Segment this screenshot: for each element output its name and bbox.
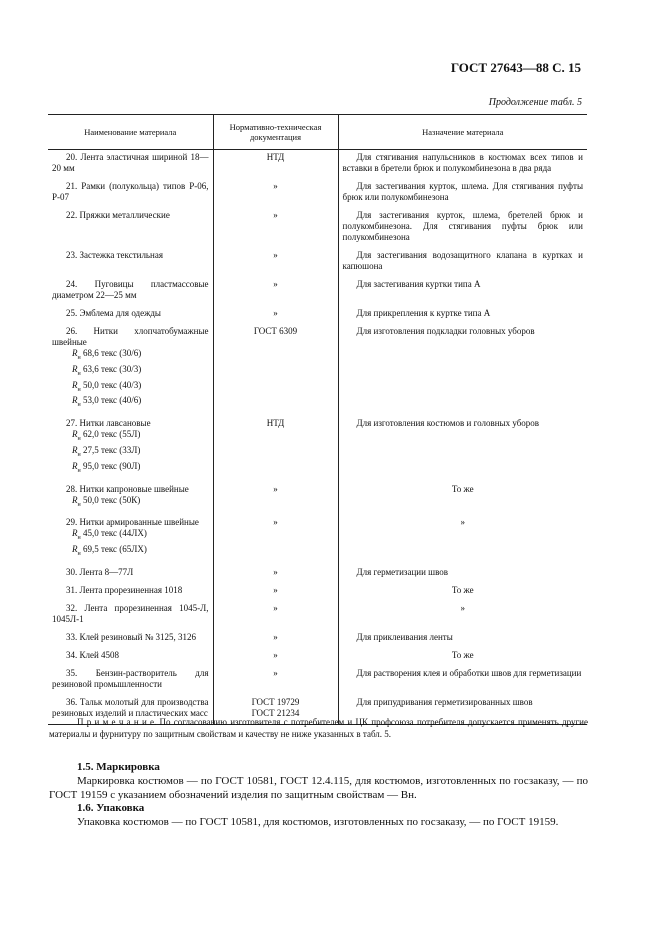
thread-subscript: н (77, 354, 81, 361)
table-header-row (48, 115, 587, 150)
thread-symbol: R (72, 363, 78, 374)
section-body: Упаковка костюмов — по ГОСТ 10581, для костюмов, изготовленных по госзаказу, — по ГОСТ 19159. (77, 816, 559, 828)
thread-subscript: н (77, 370, 81, 377)
thread-subscript: н (77, 467, 81, 474)
material-purpose: Для прикрепления к куртке типа А (356, 308, 491, 318)
section-body: Маркировка костюмов — по ГОСТ 10581, ГОСТ 12.4.115, для костюмов, изготовленных по госзаказу, — по ГОСТ 19159 с указанием обозначений изделия по защитным свойствам — Вн. (49, 775, 588, 801)
table-row (48, 277, 587, 306)
table-row (48, 208, 587, 248)
table-row (48, 515, 587, 565)
purpose-cell (338, 416, 587, 481)
material-purpose: Для приклеивания ленты (356, 631, 453, 642)
material-name: 25. Эмблема для одежды (66, 308, 161, 318)
section-marking (49, 760, 588, 802)
material-name: 21. Рамки (полукольца) типов Р-06, Р-07 (52, 181, 209, 202)
section-heading: 1.6. Упаковка (77, 802, 145, 814)
material-name-cell (48, 630, 213, 648)
material-purpose: Для застегивания куртки типа А (356, 279, 481, 289)
material-name: 23. Застежка текстильная (66, 250, 163, 260)
thread-density-value: 62,0 текс (55Л) (82, 429, 141, 440)
thread-density-line (52, 461, 209, 477)
thread-density-line (52, 348, 209, 364)
thread-density-value: 50,0 текс (50К) (82, 494, 141, 505)
material-purpose: » (460, 517, 465, 528)
material-purpose: Для застегивания курток, шлема, бретелей брюк и полукомбинезона. Для стягивания пуфты брюк или полукомбинезона (342, 210, 583, 242)
purpose-cell (338, 248, 587, 277)
documentation-cell: » (213, 666, 338, 695)
documentation-cell: ГОСТ 19729 ГОСТ 21234 (213, 695, 338, 725)
thread-density-value: 69,5 текс (65ЛХ) (82, 544, 147, 555)
purpose-cell (338, 306, 587, 324)
thread-density-line (52, 528, 209, 544)
thread-subscript: н (77, 435, 81, 442)
thread-density-value: 27,5 текс (33Л) (82, 444, 141, 455)
materials-table (48, 114, 587, 725)
table-body (48, 150, 587, 725)
purpose-cell (338, 565, 587, 583)
thread-density-value: 63,6 текс (30/3) (82, 363, 142, 374)
material-name-cell (48, 150, 213, 180)
table-row (48, 630, 587, 648)
table-row (48, 306, 587, 324)
table-row (48, 179, 587, 208)
thread-symbol: R (72, 444, 78, 455)
documentation-cell: ГОСТ 6309 (213, 324, 338, 416)
material-name: 32. Лента прорезиненная 1045-Л, 1045Л-1 (52, 602, 209, 624)
material-name-cell (48, 482, 213, 516)
material-purpose: Для растворения клея и обработки швов для герметизации (356, 667, 582, 678)
material-name-cell (48, 583, 213, 601)
material-name: 27. Нитки лавсановые (66, 418, 151, 429)
table-row (48, 666, 587, 695)
documentation-cell: » (213, 630, 338, 648)
material-name: 24. Пуговицы пластмассовые диаметром 22—25 мм (52, 279, 209, 300)
documentation-cell: » (213, 648, 338, 666)
documentation-cell: » (213, 248, 338, 277)
material-name-cell (48, 208, 213, 248)
thread-symbol: R (72, 460, 78, 471)
documentation-cell: » (213, 306, 338, 324)
column-header-documentation: Нормативно-техническая документация (213, 115, 338, 150)
page-header: ГОСТ 27643—88 С. 15 (450, 60, 581, 75)
material-purpose: То же (451, 649, 474, 660)
purpose-cell (338, 648, 587, 666)
thread-density-value: 50,0 текс (40/3) (82, 379, 142, 390)
purpose-cell (338, 583, 587, 601)
column-header-material-name: Наименование материала (48, 115, 213, 150)
thread-symbol: R (72, 348, 78, 358)
material-name-cell (48, 565, 213, 583)
purpose-cell (338, 630, 587, 648)
documentation-cell: » (213, 482, 338, 516)
material-name-cell (48, 601, 213, 630)
thread-symbol: R (72, 379, 78, 390)
material-name-cell (48, 515, 213, 565)
documentation-cell: НТД (213, 150, 338, 180)
material-name-cell (48, 277, 213, 306)
table-row (48, 482, 587, 516)
documentation-cell: » (213, 515, 338, 565)
table-row (48, 601, 587, 630)
table-row (48, 416, 587, 481)
table-row (48, 150, 587, 180)
material-name: 20. Лента эластичная шириной 18—20 мм (52, 152, 209, 173)
thread-symbol: R (72, 494, 78, 505)
thread-symbol: R (72, 429, 78, 440)
thread-subscript: н (77, 451, 81, 458)
thread-subscript: н (77, 386, 81, 393)
thread-density-line (52, 445, 209, 461)
table-row (48, 583, 587, 601)
material-purpose: Для застегивания водозащитного клапана в куртках и капюшона (342, 250, 583, 271)
material-name: 28. Нитки капроновые швейные (66, 483, 189, 494)
material-name-cell (48, 648, 213, 666)
thread-symbol: R (72, 528, 78, 539)
material-name: 22. Пряжки металлические (66, 210, 170, 220)
material-name: 31. Лента прорезиненная 1018 (66, 584, 183, 595)
material-name-cell (48, 666, 213, 695)
material-name: 36. Тальк молотый для производства резиновых изделий и пластических масс (52, 696, 209, 718)
documentation-cell: НТД (213, 416, 338, 481)
purpose-cell (338, 150, 587, 180)
material-purpose: Для изготовления костюмов и головных уборов (356, 418, 540, 429)
material-purpose: Для изготовления подкладки головных уборов (356, 326, 535, 336)
thread-density-line (52, 495, 209, 511)
material-name: 35. Бензин-растворитель для резиновой промышленности (52, 667, 209, 689)
section-packaging (49, 801, 588, 829)
documentation-cell: » (213, 179, 338, 208)
material-purpose: Для припудривания герметизированных швов (356, 696, 533, 707)
thread-density-line (52, 364, 209, 380)
table-note: П р и м е ч а н и е. По согласованию изготовителя с потребителем и ЦК профсоюза потребителя допускается применять другие материалы и фурнитуру по защитным свойствам и качеству не ниже указанных в табл. 5. (49, 717, 588, 739)
thread-density-line (52, 429, 209, 445)
material-name: 33. Клей резиновый № 3125, 3126 (66, 631, 197, 642)
material-purpose: То же (451, 584, 474, 595)
purpose-cell (338, 601, 587, 630)
thread-density-value: 45,0 текс (44ЛХ) (82, 528, 147, 539)
material-name-cell (48, 248, 213, 277)
purpose-cell (338, 324, 587, 416)
thread-density-value: 95,0 текс (90Л) (82, 460, 141, 471)
material-purpose: Для герметизации швов (356, 566, 449, 577)
table-continuation-label: Продолжение табл. 5 (488, 97, 582, 108)
material-purpose: » (460, 602, 465, 613)
documentation-cell: » (213, 277, 338, 306)
material-name-cell (48, 179, 213, 208)
section-heading: 1.5. Маркировка (77, 761, 160, 773)
material-purpose: Для стягивания напульсников в костюмах всех типов и вставки в бретели брюк и полукомбинезона в два ряда (342, 152, 583, 173)
material-purpose: То же (451, 483, 474, 494)
table-row (48, 565, 587, 583)
purpose-cell (338, 179, 587, 208)
purpose-cell (338, 208, 587, 248)
purpose-cell (338, 515, 587, 565)
thread-subscript: н (77, 550, 81, 557)
material-name: 26. Нитки хлопчатобумажные швейные (52, 326, 209, 347)
material-name: 30. Лента 8—77Л (66, 566, 134, 577)
material-name-cell (48, 324, 213, 416)
purpose-cell (338, 482, 587, 516)
thread-density-line (52, 544, 209, 560)
thread-density-line (52, 380, 209, 396)
documentation-cell: » (213, 565, 338, 583)
documentation-cell: » (213, 583, 338, 601)
material-name: 29. Нитки армированные швейные (66, 517, 199, 528)
purpose-cell (338, 277, 587, 306)
table-row (48, 324, 587, 416)
thread-symbol: R (72, 395, 78, 406)
column-header-purpose: Назначение материала (338, 115, 587, 150)
material-purpose: Для застегивания курток, шлема. Для стягивания пуфты брюк или полукомбинезона (342, 181, 583, 202)
thread-subscript: н (77, 402, 81, 409)
documentation-cell: » (213, 208, 338, 248)
thread-subscript: н (77, 501, 81, 508)
thread-density-line (52, 395, 209, 411)
thread-density-value: 68,6 текс (30/6) (82, 348, 142, 358)
purpose-cell (338, 666, 587, 695)
material-name: 34. Клей 4508 (66, 649, 120, 660)
thread-density-value: 53,0 текс (40/6) (82, 395, 142, 406)
table-row (48, 648, 587, 666)
material-name-cell (48, 416, 213, 481)
documentation-cell: » (213, 601, 338, 630)
material-name-cell (48, 306, 213, 324)
thread-subscript: н (77, 535, 81, 542)
thread-symbol: R (72, 544, 78, 555)
table-row (48, 248, 587, 277)
